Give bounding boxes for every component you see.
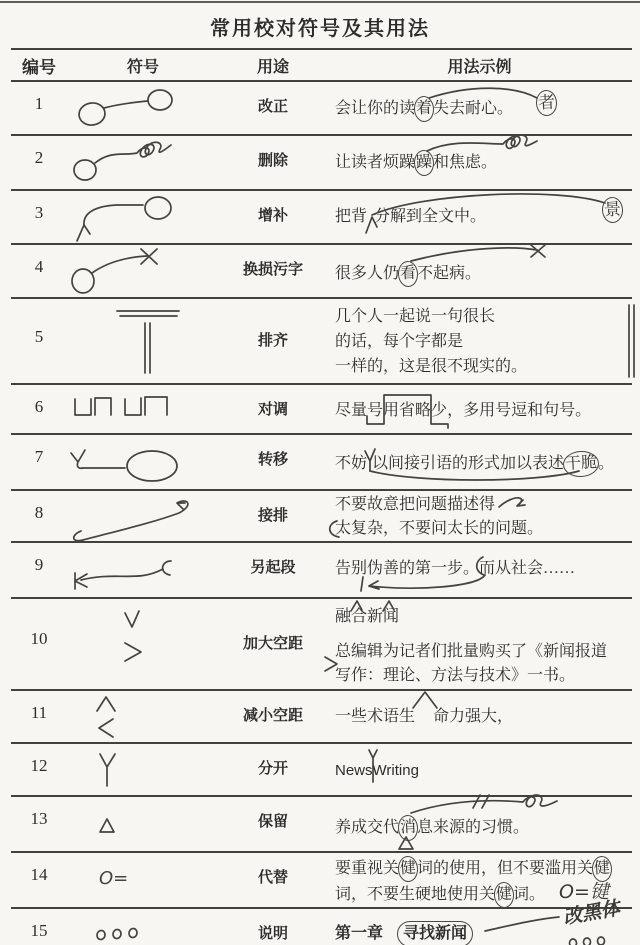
example-text: 写作：理论、方法与技术》一书。 <box>335 667 576 684</box>
example-cell <box>327 853 632 908</box>
table-row <box>11 385 632 435</box>
row-number: 9 <box>34 555 44 574</box>
example-text: 词的使用，但不要滥用关 <box>417 860 594 877</box>
circled-char: 着 <box>413 95 434 122</box>
row-number: 1 <box>34 94 44 113</box>
table-header-row <box>11 48 632 82</box>
new-paragraph-arrow-icon <box>67 543 219 597</box>
example-cell <box>327 245 632 287</box>
hook-line-circle-icon <box>67 435 219 489</box>
example-text: 失去耐心。 <box>433 100 514 117</box>
example-cell <box>327 691 632 729</box>
example-cell <box>327 82 632 122</box>
example-text: 一样的，这是很不现实的。 <box>335 358 528 375</box>
example-text: 总编辑为记者们批量购买了《新闻报道 <box>335 643 608 660</box>
circled-char: 健 <box>493 881 514 908</box>
example-text: 息来源的习惯。 <box>417 819 530 836</box>
replacement-handwriting: O=键 <box>559 881 609 903</box>
example-text: 让读者烦躁 <box>335 154 416 171</box>
example-text: 和焦虑。 <box>433 154 498 171</box>
table-row <box>11 299 632 385</box>
example-cell <box>327 435 632 477</box>
example-cell <box>327 599 632 688</box>
row-number: 13 <box>30 809 48 828</box>
example-text: 用省略 <box>383 402 432 419</box>
purpose-label: 接排 <box>257 507 288 524</box>
circle-line-x-icon <box>67 245 219 297</box>
example-text: 太复杂，不要问太长的问题。 <box>335 520 544 537</box>
example-text: 以间接引语的形式加以表述 <box>372 455 565 472</box>
purpose-label: 分开 <box>257 760 288 777</box>
example-text: 不起病。 <box>417 265 482 282</box>
example-cell <box>327 136 632 176</box>
example-text: 要重视关 <box>335 860 400 877</box>
purpose-label: 另起段 <box>250 559 296 576</box>
table-row <box>11 136 632 191</box>
row-number: 5 <box>34 327 44 346</box>
row-number: 15 <box>30 921 48 940</box>
header-example: 用法示例 <box>447 58 512 76</box>
decrease-space-marks-icon <box>67 691 219 742</box>
row-number: 14 <box>30 865 48 884</box>
row-number: 4 <box>34 257 44 276</box>
table-row <box>11 435 632 491</box>
note-three-circles-icon <box>67 909 219 945</box>
example-text: 第一章 <box>335 925 384 942</box>
row-number: 7 <box>34 447 44 466</box>
swapped-char: 号 <box>367 402 384 419</box>
purpose-label: 换损污字 <box>242 261 303 278</box>
example-text: 命力强大， <box>433 708 514 725</box>
example-text: 分解到全文中。 <box>374 208 487 225</box>
table-row <box>11 853 632 909</box>
circle-delete-squiggle-icon <box>67 136 219 189</box>
example-text: 融合新闻 <box>335 608 400 625</box>
table-row <box>11 82 632 136</box>
purpose-label: 转移 <box>257 451 288 468</box>
purpose-label: 对调 <box>257 401 288 418</box>
swap-brackets-icon <box>67 385 219 433</box>
example-cell <box>327 299 632 379</box>
example-text: 把背 <box>335 208 368 225</box>
purpose-label: 保留 <box>257 813 288 830</box>
row-number: 10 <box>30 629 48 648</box>
row-number: 11 <box>30 703 48 722</box>
example-text: 词，不要生硬地使用关 <box>335 886 496 903</box>
page-title: 常用校对符号及其用法 <box>210 18 430 40</box>
purpose-label: 删除 <box>257 152 288 169</box>
row-number: 8 <box>34 503 44 522</box>
example-text: 不妨 <box>335 455 368 472</box>
example-text: 一些术语生 <box>335 708 416 725</box>
table-row <box>11 744 632 797</box>
symbols-table <box>11 48 632 945</box>
example-text: 告别伪善的第一步。而从社会…… <box>335 560 576 577</box>
example-cell <box>327 897 632 945</box>
example-text: 的话，每个字都是 <box>335 333 464 350</box>
table-row <box>11 491 632 543</box>
purpose-label: 说明 <box>257 925 288 942</box>
table-row <box>11 599 632 691</box>
purpose-label: 加大空距 <box>242 635 303 652</box>
keep-triangle-icon <box>67 797 219 851</box>
circled-char: 干脆 <box>562 450 599 478</box>
increase-space-marks-icon <box>67 599 219 689</box>
example-text: ，多用号逗和句号。 <box>447 402 592 419</box>
example-cell <box>327 744 632 783</box>
table-row <box>11 191 632 245</box>
circled-char: 看 <box>397 260 418 287</box>
separate-y-icon <box>67 744 219 795</box>
table-row <box>11 897 632 945</box>
example-text: 不要故意把问题描述得 <box>335 496 496 513</box>
example-text: 会让你的读 <box>335 100 416 117</box>
example-cell <box>327 491 632 541</box>
caret-line-circle-icon <box>67 191 219 243</box>
circle-line-circle-icon <box>67 82 219 134</box>
circled-char: 健 <box>591 855 612 882</box>
example-text: 。 <box>598 455 615 472</box>
purpose-label: 改正 <box>257 98 288 115</box>
example-text: 尽量 <box>335 402 368 419</box>
header-num: 编号 <box>22 57 56 77</box>
swapped-char: 少 <box>431 402 448 419</box>
align-double-bars-icon <box>67 299 219 383</box>
example-text: 词。 <box>513 886 546 903</box>
note-handwriting: 改黑体 <box>561 897 622 929</box>
table-row <box>11 543 632 599</box>
purpose-label: 排齐 <box>257 332 288 349</box>
circled-char: 健 <box>397 855 418 882</box>
circled-char: 消 <box>397 814 418 841</box>
example-cell <box>327 543 632 581</box>
run-on-curve-icon <box>67 491 219 541</box>
header-symbol: 符号 <box>126 58 159 76</box>
row-number: 3 <box>34 203 44 222</box>
example-cell <box>327 797 632 841</box>
row-number: 2 <box>34 148 44 167</box>
bubbled-text: 寻找新闻 <box>397 921 473 945</box>
table-row <box>11 245 632 299</box>
table-row <box>11 691 632 744</box>
purpose-label: 代替 <box>257 869 288 886</box>
purpose-label: 减小空距 <box>242 707 303 724</box>
example-cell <box>327 385 632 423</box>
row-number: 6 <box>34 397 44 416</box>
header-purpose: 用途 <box>256 58 289 76</box>
purpose-label: 增补 <box>257 207 288 224</box>
margin-correction-char: 者 <box>535 89 557 116</box>
example-text: NewsWriting <box>335 762 419 779</box>
row-number: 12 <box>30 756 48 775</box>
circled-char: 躁 <box>413 149 434 176</box>
example-text: 很多人仍 <box>335 265 400 282</box>
margin-insert-char: 景 <box>601 196 623 223</box>
example-text: 养成交代 <box>335 819 400 836</box>
example-text: 几个人一起说一句很长 <box>335 308 496 325</box>
example-cell <box>327 191 632 229</box>
replace-circle-equals-icon: O= <box>99 868 129 889</box>
table-row <box>11 797 632 853</box>
